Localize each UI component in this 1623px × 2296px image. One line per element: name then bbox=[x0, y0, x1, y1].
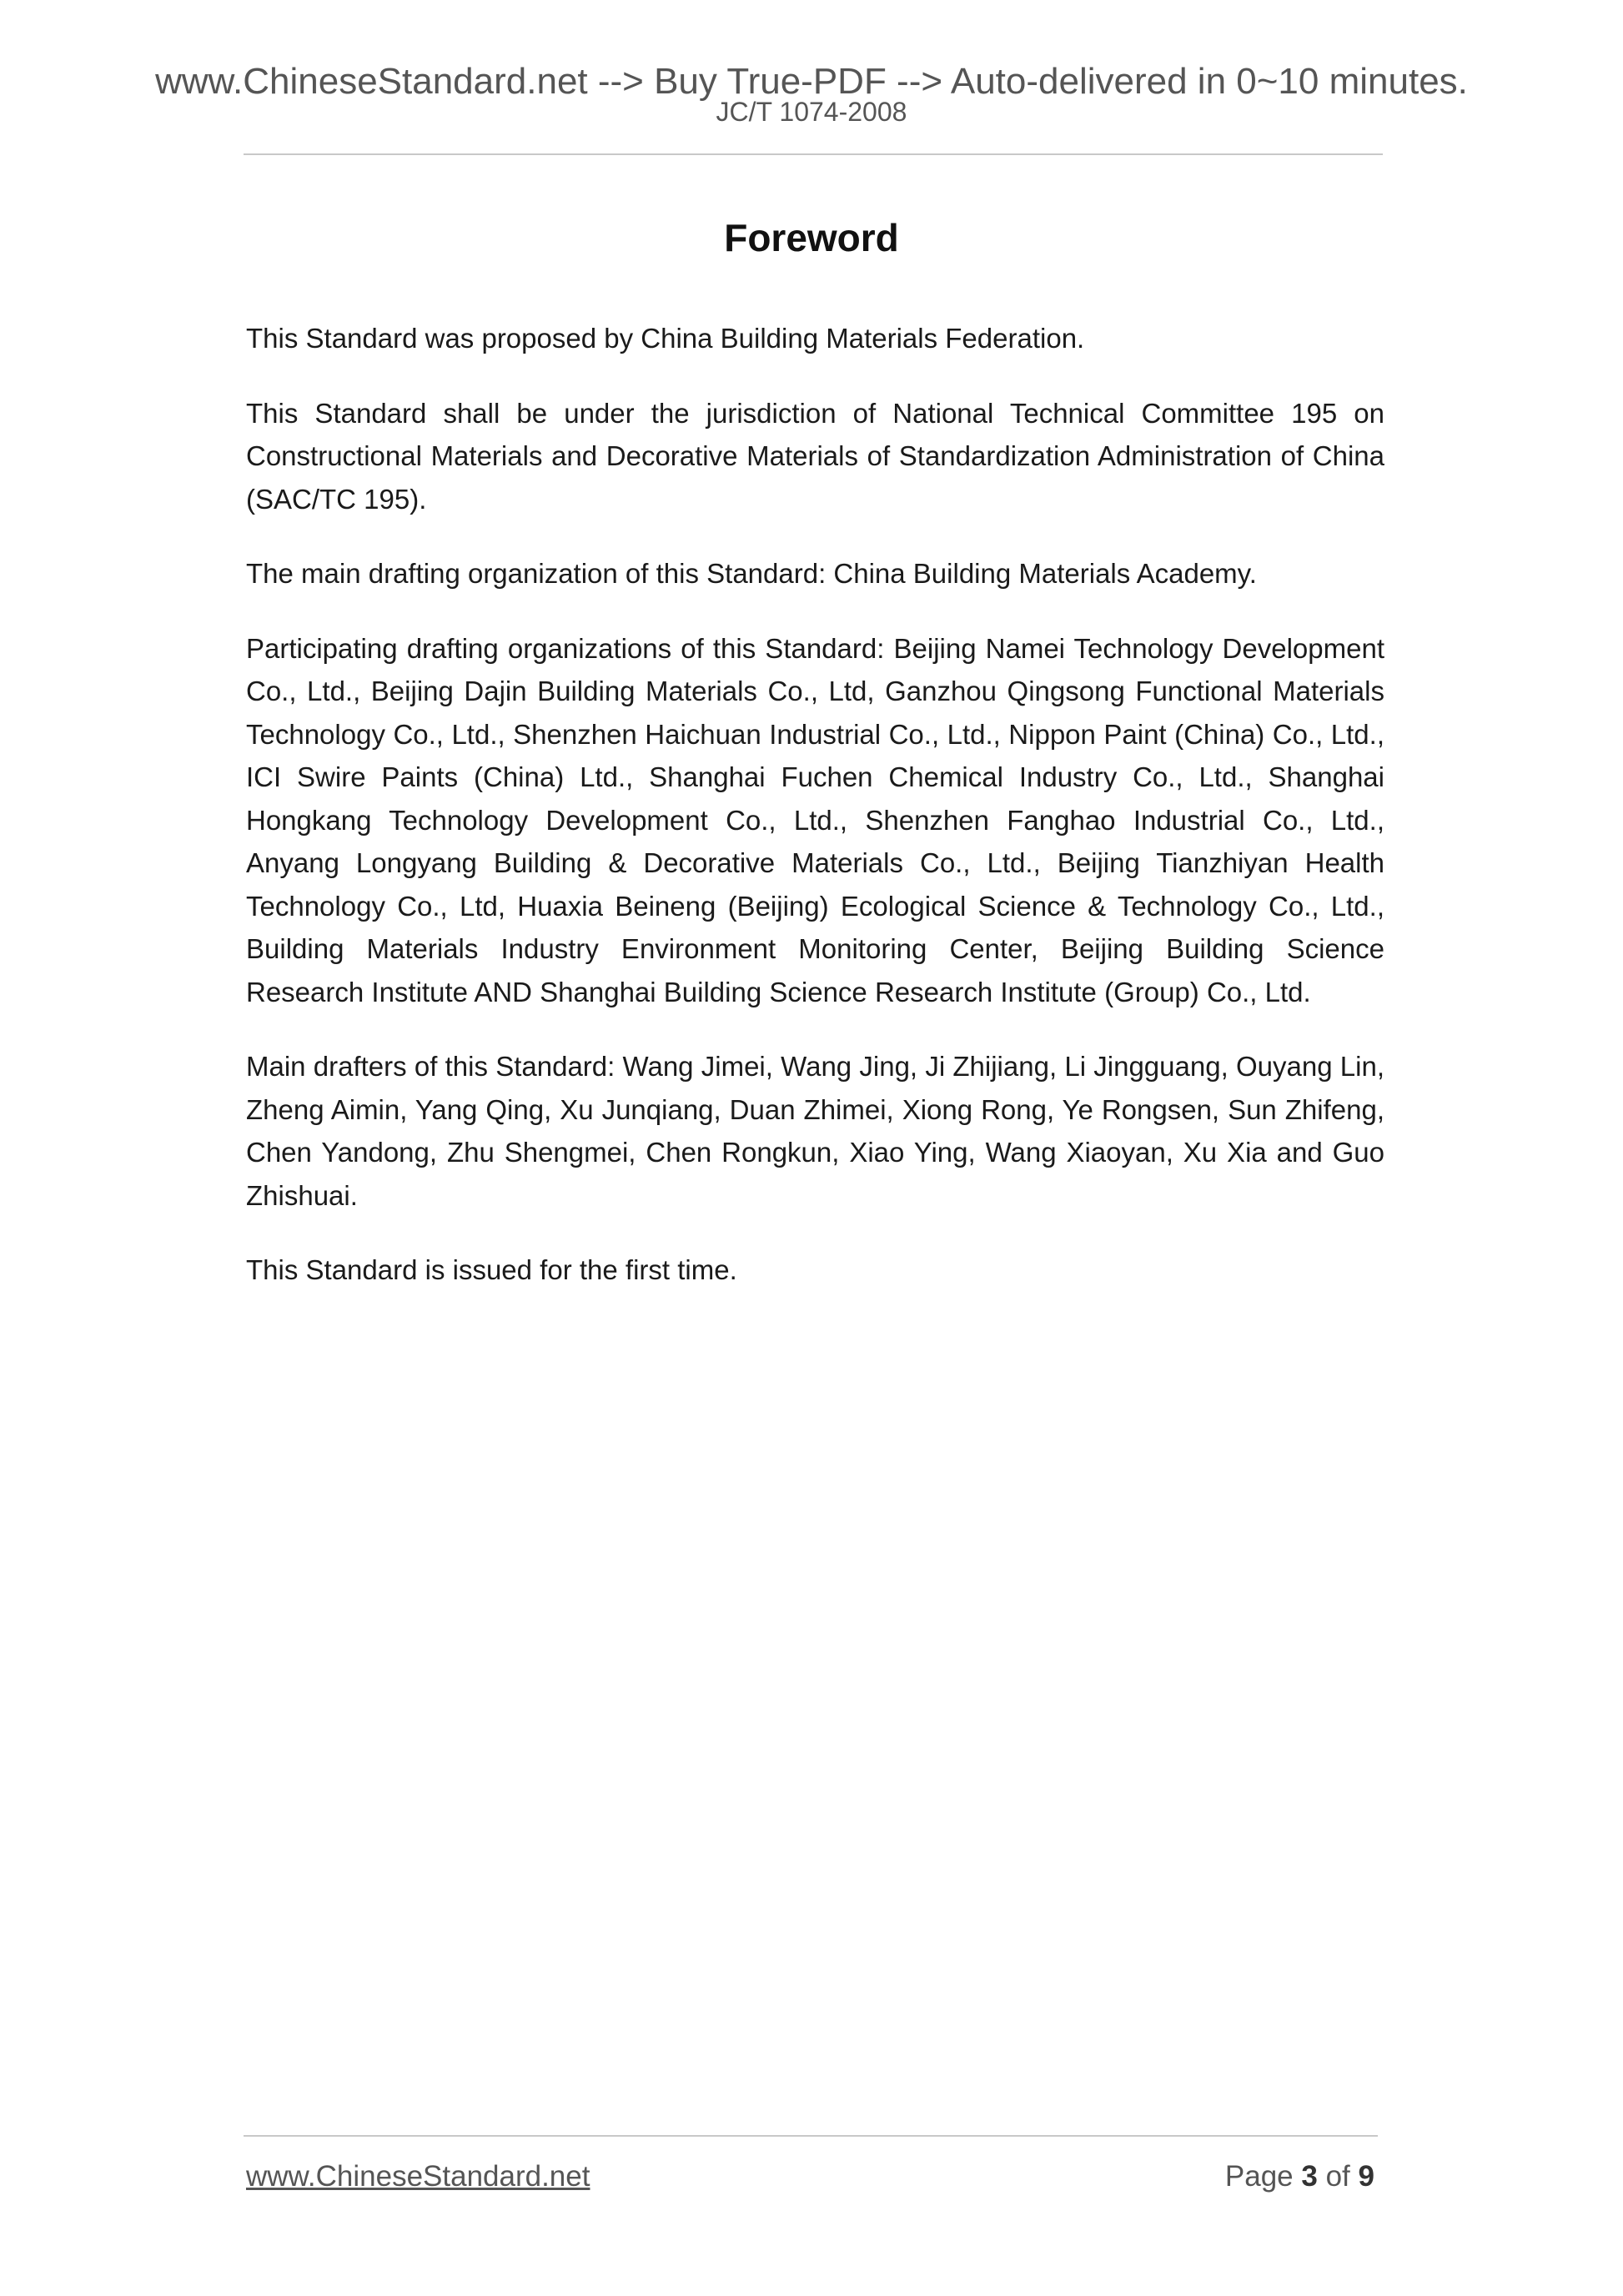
page-of-label: of bbox=[1325, 2160, 1350, 2193]
page-label: Page bbox=[1224, 2160, 1294, 2193]
page-total: 9 bbox=[1358, 2160, 1374, 2193]
standard-code: JC/T 1074-2008 bbox=[716, 97, 907, 127]
paragraph-proposer: This Standard was proposed by China Building Materials Federation. bbox=[246, 323, 1085, 354]
paragraph-main-organization: The main drafting organization of this Standard: China Building Materials Academy. bbox=[246, 558, 1257, 589]
paragraph-main-drafters: Main drafters of this Standard: Wang Jimei, Wang Jing, Ji Zhijiang, Li Jingguang, Ouyang Lin, Zheng Aimin, Yang Qing, Xu Junqiang, Duan Zhimei, Xiong Rong, Ye Rongsen, Sun Zhifeng, Chen Yandong, Zhu Shengmei, Chen Rongkun, Xiao Ying, Wang Xiaoyan, Xu Xia and Guo Zhishuai. bbox=[246, 1051, 1384, 1211]
header-divider bbox=[244, 153, 1383, 155]
document-body bbox=[246, 317, 1384, 1324]
page-title: Foreword bbox=[724, 216, 899, 259]
site-banner[interactable]: www.ChineseStandard.net --> Buy True-PDF --> Auto-delivered in 0~10 minutes. bbox=[155, 61, 1468, 102]
footer-site-link[interactable]: www.ChineseStandard.net bbox=[246, 2160, 590, 2193]
paragraph-jurisdiction: This Standard shall be under the jurisdiction of National Technical Committee 195 on Constructional Materials and Decorative Materials of Standardization Administration of China (SAC/TC 195). bbox=[246, 397, 1384, 515]
paragraph-issue-note: This Standard is issued for the first time. bbox=[246, 1254, 737, 1285]
paragraph-participating-organizations: Participating drafting organizations of this Standard: Beijing Namei Technology Development Co., Ltd., Beijing Dajin Building Materials Co., Ltd, Ganzhou Qingsong Functional Materials Technology Co., Ltd., Shenzhen Haichuan Industrial Co., Ltd., Nippon Paint (China) Co., Ltd., ICI Swire Paints (China) Ltd., Shanghai Fuchen Chemical Industry Co., Ltd., Shanghai Hongkang Technology Development Co., Ltd., Shenzhen Fanghao Industrial Co., Ltd., Anyang Longyang Building & Decorative Materials Co., Ltd., Beijing Tianzhiyan Health Technology Co., Ltd, Huaxia Beineng (Beijing) Ecological Science & Technology Co., Ltd., Building Materials Industry Environment Monitoring Center, Beijing Building Science Research Institute AND Shanghai Building Science Research Institute (Group) Co., Ltd. bbox=[246, 632, 1384, 1007]
page-current: 3 bbox=[1301, 2160, 1318, 2193]
page-indicator bbox=[1225, 2160, 1374, 2193]
footer-divider bbox=[244, 2135, 1378, 2137]
